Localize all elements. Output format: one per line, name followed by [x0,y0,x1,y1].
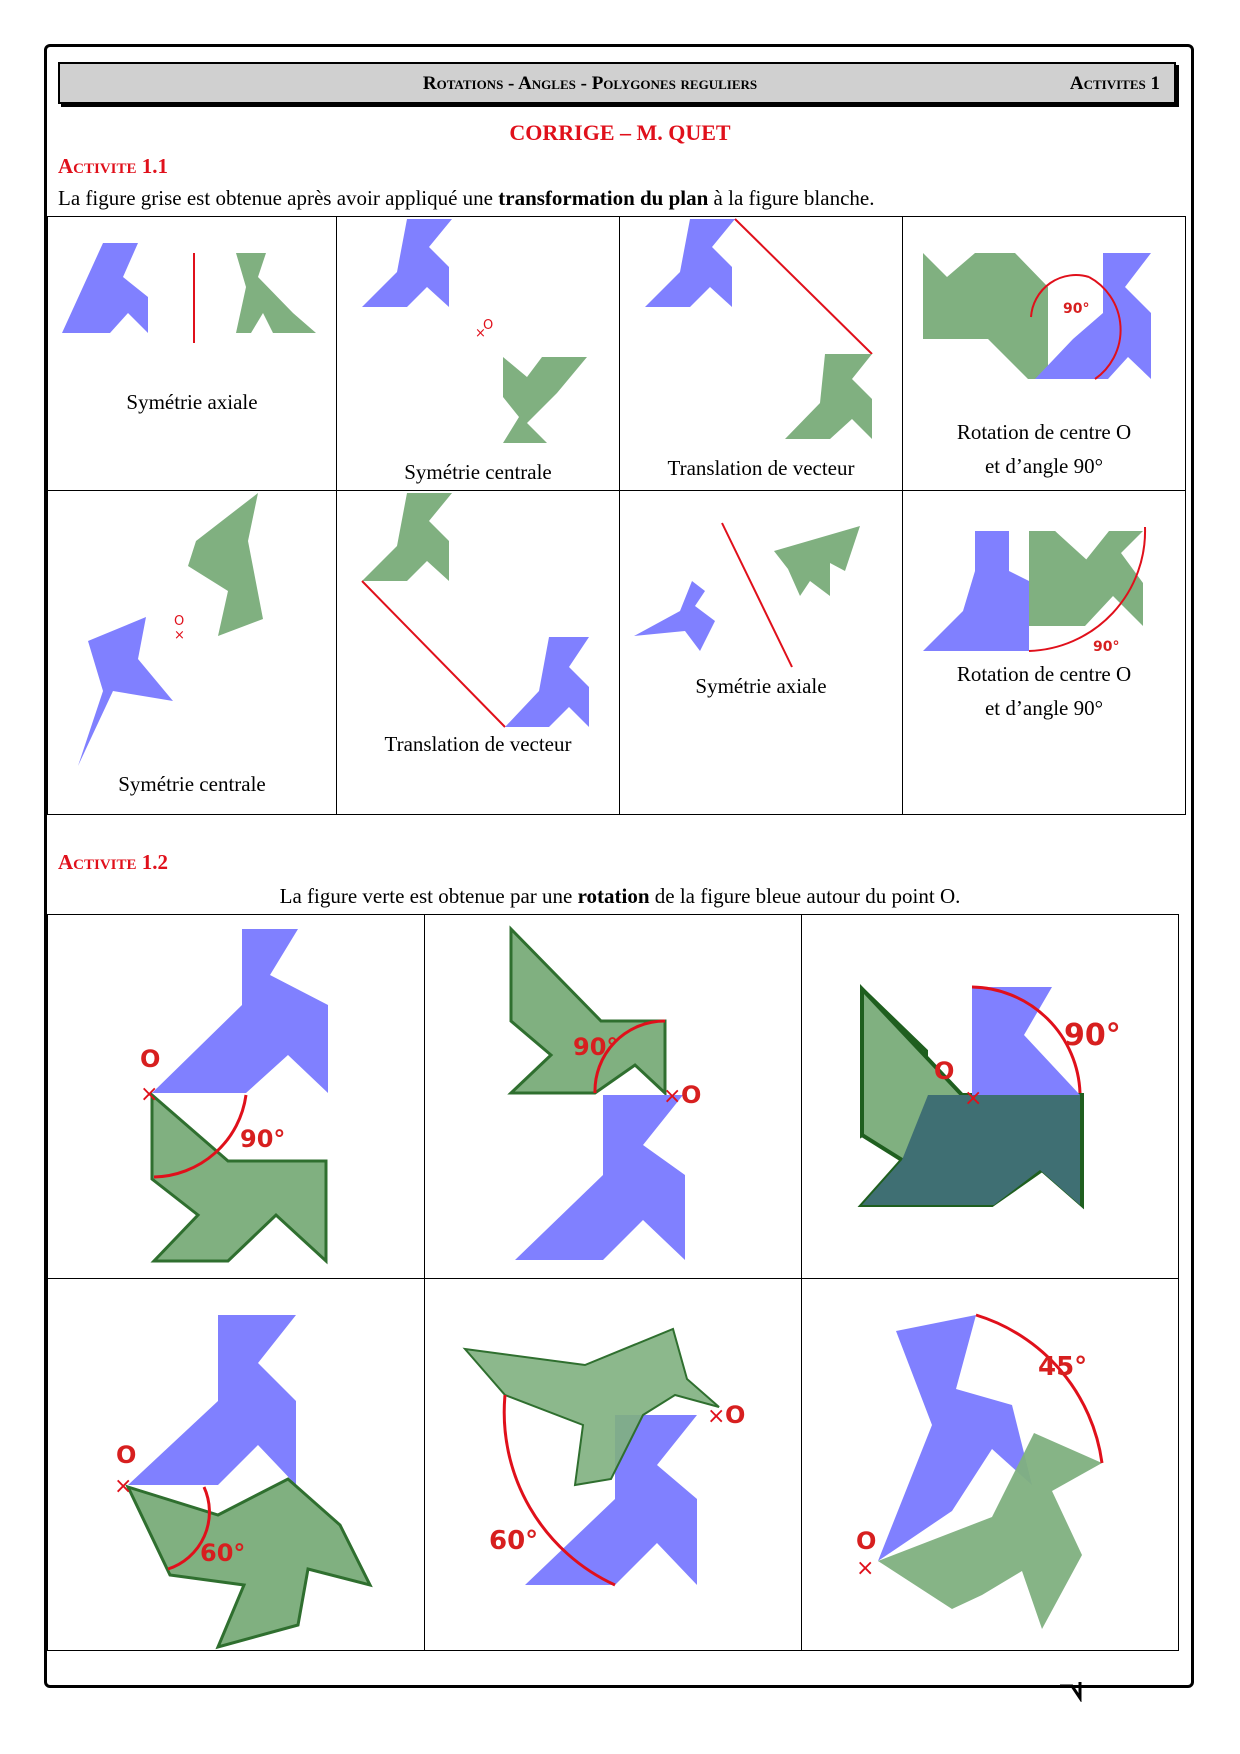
grey-shape [774,526,860,596]
cell-rotation-2 [903,491,1186,815]
caption-line-2: et d’angle 90° [984,696,1104,720]
white-shape [923,531,1029,651]
rotation-figure-c [802,915,1178,1279]
point-mark: × [114,1474,133,1499]
white-shape [1035,253,1151,379]
white-shape [78,617,173,766]
rotation-figure-b [425,915,801,1279]
point-mark: × [663,1084,682,1109]
angle-label: 45° [1038,1352,1088,1382]
center-point-mark: × [174,628,185,643]
caption: Translation de vecteur [667,456,855,480]
point-mark: × [707,1404,726,1429]
transformations-table [47,216,1186,815]
cell-central-1 [337,217,620,491]
intro-text: La figure grise est obtenue après avoir appliqué une [58,186,499,210]
center-point-label: O [174,614,185,629]
grey-shape [503,357,587,443]
point-label: O [856,1527,877,1555]
axial-figure-2 [620,491,902,815]
intro-text-end: de la figure bleue autour du point O. [649,884,961,908]
symmetry-axis [722,523,792,667]
cell-rotation-1 [903,217,1186,491]
activity-1-2-heading: Activite 1.2 [58,850,169,874]
point-mark: × [856,1556,875,1581]
point-label: O [140,1045,161,1073]
white-shape [645,219,735,307]
axial-figure-1 [48,217,336,491]
grey-shape [188,493,263,636]
intro-bold: rotation [577,884,650,908]
point-label: O [725,1401,746,1429]
intro-text: La figure verte est obtenue par une [279,884,578,908]
cell-translation-1 [620,217,903,491]
rotation-cell-1 [48,915,425,1279]
point-label: O [934,1057,955,1085]
activity-1-1-heading: Activite 1.1 [58,154,169,178]
corrige-title: CORRIGE – M. QUET [509,120,731,145]
caption-line-1: Rotation de centre O [956,420,1132,444]
blue-shape [128,1315,296,1485]
angle-label: 90° [240,1125,286,1153]
point-mark: × [964,1086,983,1111]
caption: Symétrie centrale [404,460,552,484]
translation-figure-1 [620,217,902,491]
white-shape [634,581,715,651]
cell-axial-2 [620,491,903,815]
rotation-cell-5 [425,1279,802,1651]
caption-line-2: et d’angle 90° [984,454,1104,478]
activity-1-1-intro [58,186,874,211]
grey-shape [785,354,872,439]
center-point-mark: × [475,326,486,341]
cell-translation-2 [337,491,620,815]
blue-shape [515,1095,685,1260]
caption-line-1: Rotation de centre O [956,662,1132,686]
intro-bold: transformation du plan [498,186,709,210]
rotation-figure-e [425,1279,801,1651]
point-label: O [116,1441,137,1469]
grey-shape [923,253,1048,379]
white-shape [362,219,452,307]
rotation-figure-f [802,1279,1178,1651]
angle-label: 60° [489,1526,539,1556]
grey-shape [362,493,452,581]
grey-shape [236,253,316,333]
rotations-table [47,914,1179,1651]
rotation-figure-a [48,915,424,1279]
translation-vector [362,581,505,727]
caption: Translation de vecteur [384,732,572,756]
translation-figure-2 [337,491,619,815]
header-title: Rotations - Angles - Polygones reguliers [422,73,758,94]
angle-label: 60° [200,1539,246,1567]
cell-axial-1 [48,217,337,491]
caption: Symétrie axiale [126,390,258,414]
grey-shape [1029,531,1143,626]
angle-label: 90° [573,1033,619,1061]
rotation-cell-4 [48,1279,425,1651]
white-shape [62,243,148,333]
center-point-label: O [483,318,494,333]
green-shape [128,1479,370,1647]
central-figure-1 [337,217,619,491]
rotation-figure-2 [903,491,1185,815]
caption: Symétrie centrale [118,772,266,796]
white-shape [505,637,589,727]
blue-shape [152,929,328,1093]
rotation-cell-6 [802,1279,1179,1651]
green-shape [511,929,665,1093]
caption [903,657,1185,725]
rotation-cell-2 [425,915,802,1279]
angle-label: 90° [1093,639,1120,655]
angle-label: 90° [1064,1018,1121,1053]
caption [903,415,1185,483]
cell-central-2 [48,491,337,815]
point-label: O [681,1081,702,1109]
translation-vector [735,219,872,354]
point-mark: × [140,1082,159,1107]
rotation-figure-d [48,1279,424,1651]
rotation-cell-3 [802,915,1179,1279]
page-turn-icon [1058,1678,1092,1702]
angle-label: 90° [1063,301,1090,317]
header-bar [58,62,1176,104]
caption: Symétrie axiale [695,674,827,698]
activity-1-2-intro [0,884,1240,909]
header-activity: Activites 1 [1069,73,1160,94]
intro-text-end: à la figure blanche. [708,186,875,210]
